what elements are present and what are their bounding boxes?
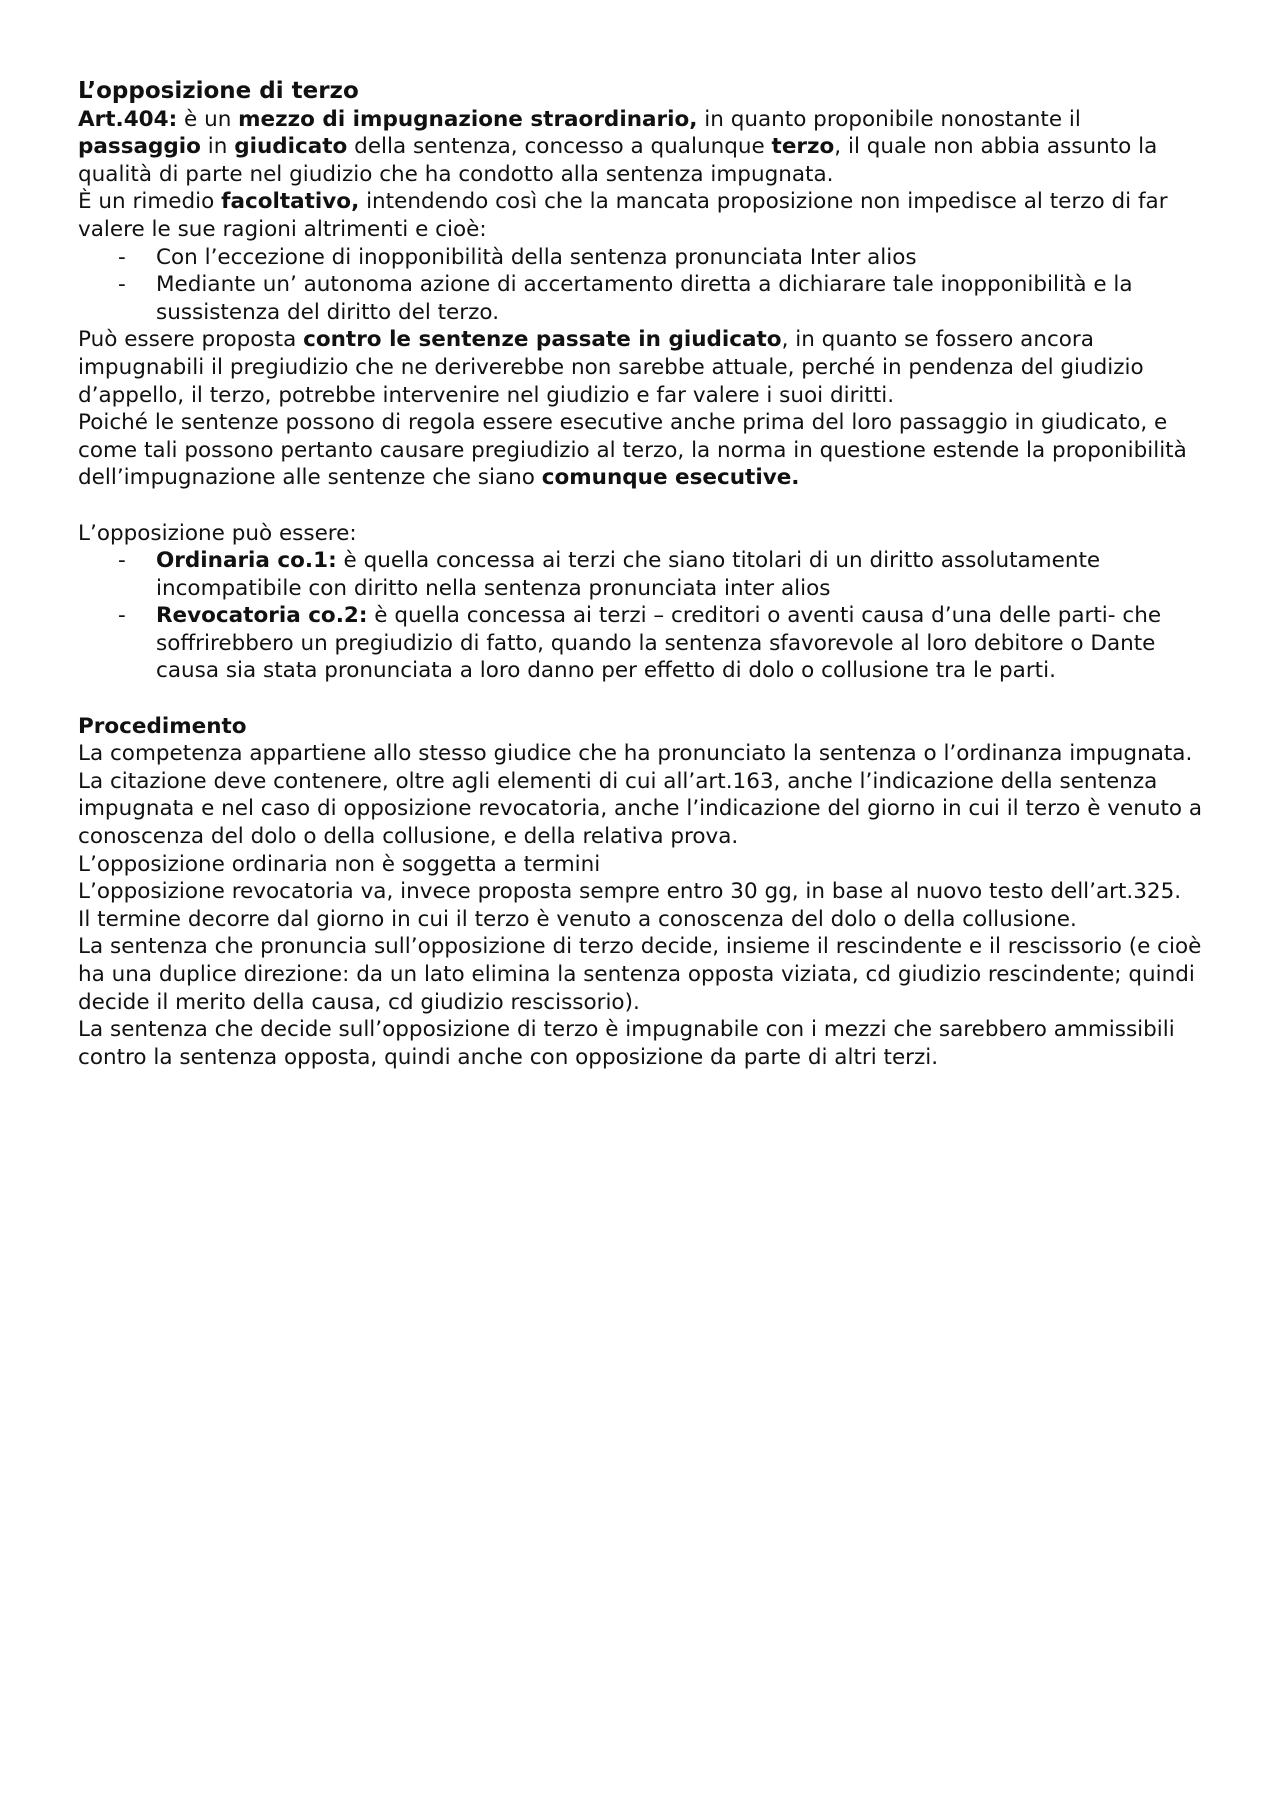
paragraph-termine: Il termine decorre dal giorno in cui il terzo è venuto a conoscenza del dolo o della collusione.: [78, 906, 1077, 932]
paragraph-ordinaria: L’opposizione ordinaria non è soggetta a termini: [78, 851, 601, 877]
paragraph-facoltativo: È un rimedio facoltativo, intendendo così che la mancata proposizione non impedisce al terzo di far valere le sue ragioni altrimenti e cioè:: [78, 189, 1168, 242]
paragraph-types-intro: L’opposizione può essere:: [78, 520, 357, 546]
paragraph-giudicato: Può essere proposta contro le sentenze passate in giudicato, in quanto se fossero ancora impugnabili il pregiudizio che ne deriverebbe non sarebbe attuale, perché in pendenza del giudizio d’appello, il terzo, potrebbe intervenire nel giudizio e far valere i suoi diritti.: [78, 327, 1144, 408]
list-item: - Mediante un’ autonoma azione di accertamento diretta a dichiarare tale inopponibilità e la sussistenza del diritto del terzo.: [78, 271, 1210, 326]
article-ref: Art.404:: [78, 106, 178, 132]
paragraph-art404: Art.404: è un mezzo di impugnazione straordinario, in quanto proponibile nonostante il passaggio in giudicato della sentenza, concesso a qualunque terzo, il quale non abbia assunto la qualità di parte nel giudizio che ha condotto alla sentenza impugnata.: [78, 106, 1158, 187]
paragraph-rescindente: La sentenza che pronuncia sull’opposizione di terzo decide, insieme il rescindente e il rescissorio (e cioè ha una duplice direzione: da un lato elimina la sentenza opposta viziata, cd giudizio rescindente; quindi decide il merito della causa, cd giudizio rescissorio).: [78, 934, 1202, 1015]
document-title: L’opposizione di terzo: [78, 78, 359, 104]
list-item: - Ordinaria co.1: è quella concessa ai terzi che siano titolari di un diritto assolutamente incompatibile con diritto nella sentenza pronunciata inter alios: [78, 547, 1210, 602]
paragraph-revocatoria: L’opposizione revocatoria va, invece proposta sempre entro 30 gg, in base al nuovo testo dell’art.325.: [78, 879, 1182, 905]
types-list: [78, 547, 1210, 685]
section-heading-procedimento: Procedimento: [78, 713, 247, 739]
remedies-list: [78, 244, 1210, 327]
paragraph-esecutive: Poiché le sentenze possono di regola essere esecutive anche prima del loro passaggio in giudicato, e come tali possono pertanto causare pregiudizio al terzo, la norma in questione estende la proponibilità dell’impugnazione alle sentenze che siano comunque esecutive.: [78, 410, 1187, 491]
list-item: - Revocatoria co.2: è quella concessa ai terzi – creditori o aventi causa d’una delle parti- che soffrirebbero un pregiudizio di fatto, quando la sentenza sfavorevole al loro debitore o Dante causa sia stata pronunciata a loro danno per effetto di dolo o collusione tra le parti.: [78, 602, 1210, 685]
paragraph-competenza: La competenza appartiene allo stesso giudice che ha pronunciato la sentenza o l’ordinanza impugnata.: [78, 741, 1193, 767]
paragraph-impugnabile: La sentenza che decide sull’opposizione di terzo è impugnabile con i mezzi che sarebbero ammissibili contro la sentenza opposta, quindi anche con opposizione da parte di altri terzi.: [78, 1017, 1175, 1070]
spacer: [78, 685, 1210, 713]
paragraph-citazione: La citazione deve contenere, oltre agli elementi di cui all’art.163, anche l’indicazione della sentenza impugnata e nel caso di opposizione revocatoria, anche l’indicazione del giorno in cui il terzo è venuto a conoscenza del dolo o della collusione, e della relativa prova.: [78, 768, 1203, 850]
spacer: [78, 492, 1210, 520]
list-item: - Con l’eccezione di inopponibilità della sentenza pronunciata Inter alios: [78, 244, 1210, 272]
